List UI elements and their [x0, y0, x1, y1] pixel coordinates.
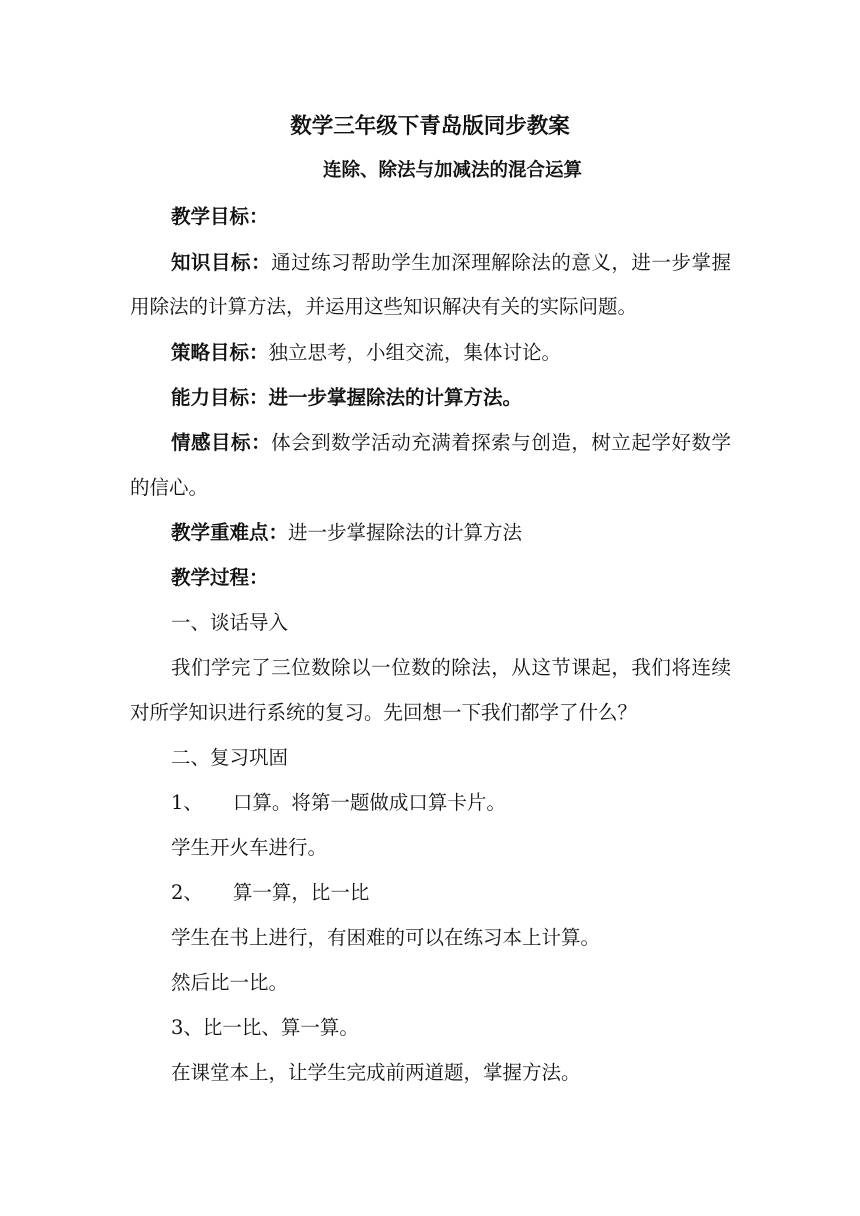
section2-item3: 3、比一比、算一算。 [171, 1016, 359, 1039]
document-subtitle: 连除、除法与加减法的混合运算 [322, 160, 582, 181]
section2-item2-text: 算一算，比一比 [232, 881, 370, 904]
emotion-objective-text: 体会到数学活动充满着探索与创造，树立起学好数学 [271, 431, 731, 454]
section2-item1-number: 1、 [171, 791, 203, 814]
knowledge-objective-text: 通过练习帮助学生加深理解除法的意义，进一步掌握 [271, 251, 731, 274]
key-points [171, 519, 771, 547]
section2-item1-note: 学生开火车进行。 [171, 836, 328, 859]
section2-item2-note1: 学生在书上进行，有困难的可以在练习本上计算。 [171, 926, 601, 949]
emotion-objective-line2: 的信心。 [130, 476, 209, 499]
section1-heading: 一、谈话导入 [171, 611, 289, 634]
section2-heading: 二、复习巩固 [171, 746, 289, 769]
emotion-objective-line1 [171, 429, 731, 457]
section2-item1-text: 口算。将第一题做成口算卡片。 [232, 791, 506, 814]
knowledge-objective-line2: 用除法的计算方法，并运用这些知识解决有关的实际问题。 [130, 295, 638, 318]
strategy-objective-label: 策略目标： [171, 341, 269, 364]
objectives-heading: 教学目标： [171, 205, 269, 228]
section2-item1 [171, 789, 771, 817]
document-title: 数学三年级下青岛版同步教案 [290, 114, 570, 139]
section2-item2 [171, 879, 771, 907]
strategy-objective [171, 339, 771, 367]
ability-objective-label: 能力目标： [171, 386, 269, 409]
section2-item2-note2: 然后比一比。 [171, 971, 289, 994]
section2-item2-number: 2、 [171, 881, 203, 904]
section2-item3-note: 在课堂本上，让学生完成前两道题，掌握方法。 [171, 1061, 581, 1084]
process-heading: 教学过程： [171, 566, 269, 589]
strategy-objective-text: 独立思考，小组交流，集体讨论。 [268, 341, 562, 364]
ability-objective-text: 进一步掌握除法的计算方法。 [268, 386, 523, 409]
section1-paragraph-line2: 对所学知识进行系统的复习。先回想一下我们都学了什么？ [130, 701, 638, 724]
key-points-label: 教学重难点： [171, 521, 289, 544]
knowledge-objective-label: 知识目标： [171, 251, 272, 274]
key-points-text: 进一步掌握除法的计算方法 [288, 521, 523, 544]
section1-paragraph-line1: 我们学完了三位数除以一位数的除法，从这节课起，我们将连续 [171, 656, 731, 679]
ability-objective [171, 384, 771, 412]
knowledge-objective-line1 [171, 249, 731, 277]
emotion-objective-label: 情感目标： [171, 431, 272, 454]
